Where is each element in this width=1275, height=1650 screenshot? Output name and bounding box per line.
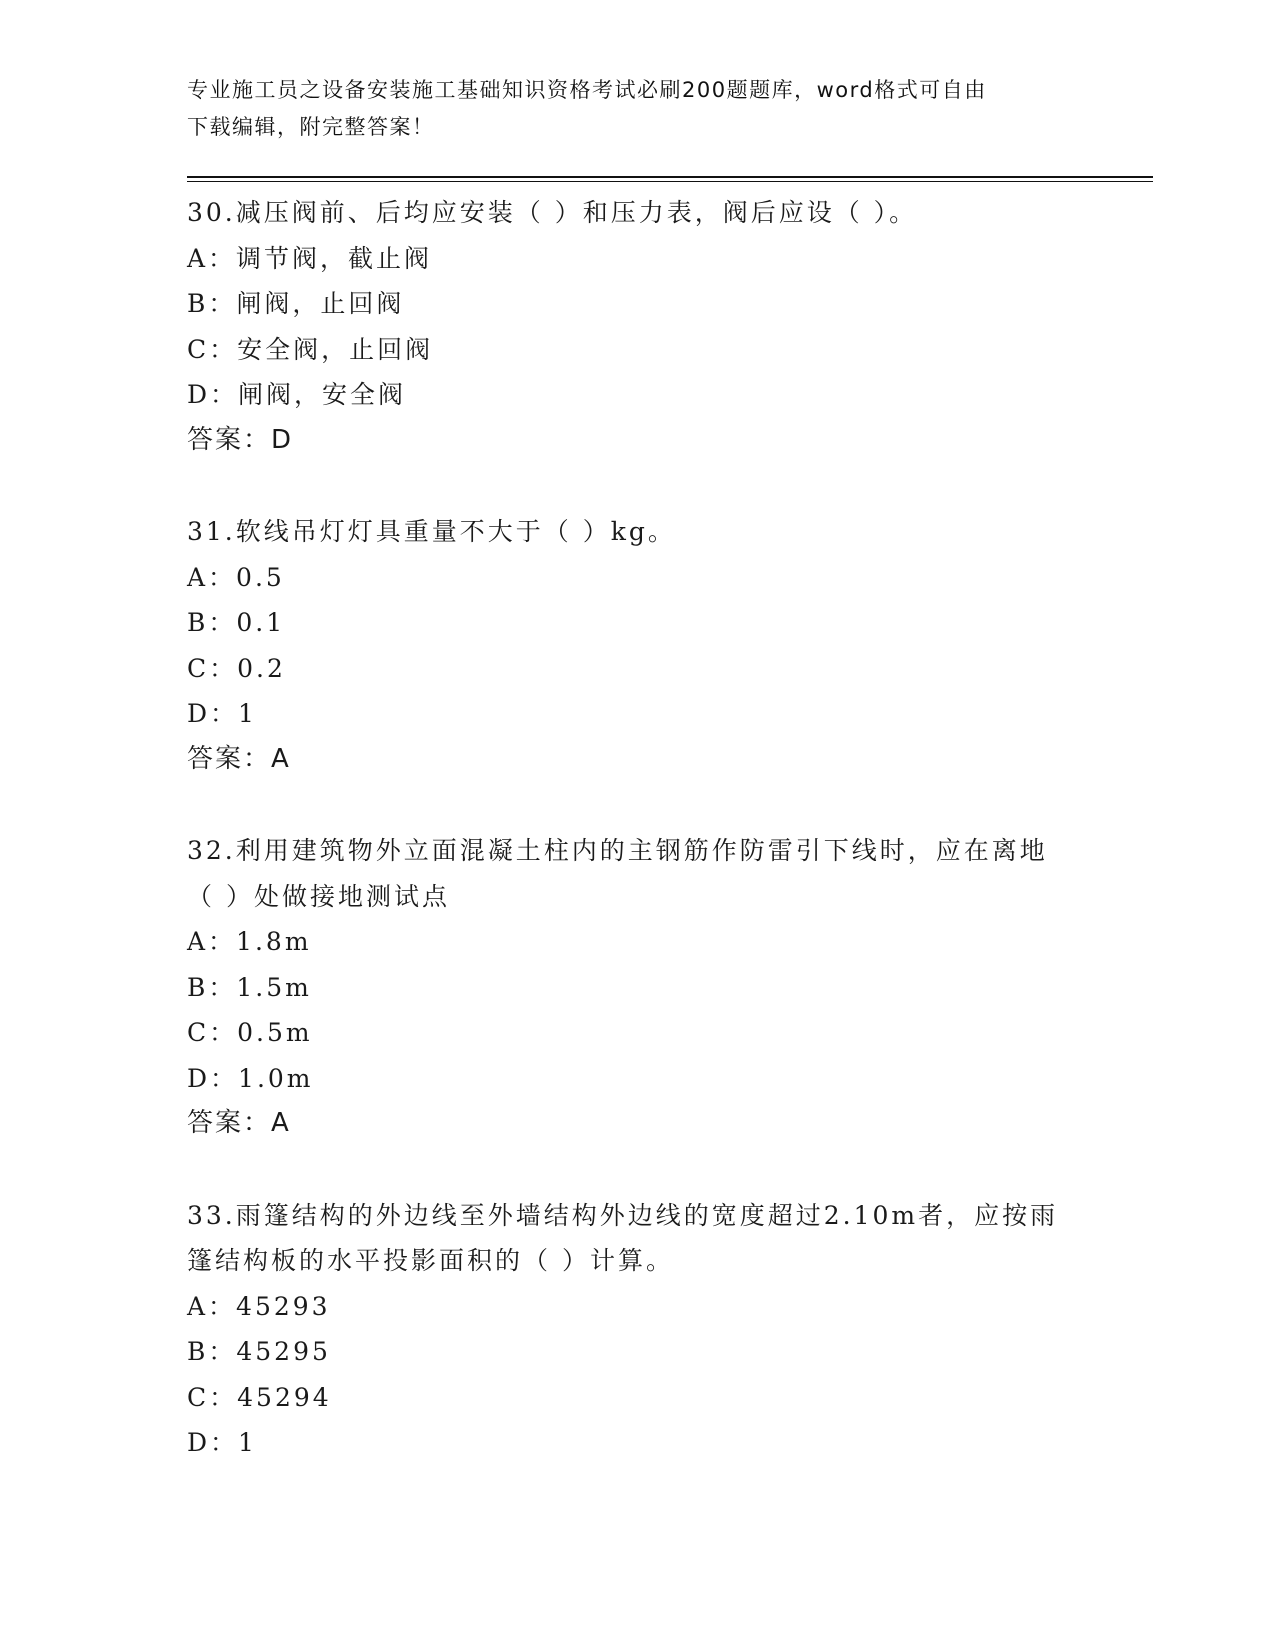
option-b: B：0.1: [187, 608, 286, 637]
header-line-1: 专业施工员之设备安装施工基础知识资格考试必刷200题题库，word格式可自由: [187, 78, 987, 102]
option-c: C：0.2: [187, 653, 286, 683]
question-block: [187, 190, 1087, 463]
question-block: [187, 509, 1087, 782]
question-stem: 30.减压阀前、后均应安装（ ）和压力表，阀后应设（ ）。: [187, 198, 918, 227]
question-block: [187, 1193, 1087, 1466]
question-gap: [187, 463, 1087, 509]
option-b: B：45295: [187, 1337, 331, 1366]
option-d: D：1: [187, 1428, 257, 1457]
option-a: A：1.8m: [187, 927, 312, 956]
option-c: C：0.5m: [187, 1018, 313, 1047]
question-stem-line-2: 篷结构板的水平投影面积的（ ）计算。: [187, 1246, 674, 1275]
header-line-2: 下载编辑，附完整答案！: [187, 115, 435, 139]
question-stem-line-1: 33.雨篷结构的外边线至外墙结构外边线的宽度超过2.10m者，应按雨: [187, 1200, 1059, 1230]
question-gap: [187, 1147, 1087, 1193]
question-block: [187, 828, 1087, 1147]
question-gap: [187, 782, 1087, 828]
header-rule-thick: [187, 176, 1153, 178]
option-a: A：0.5: [187, 562, 285, 592]
option-c: C：45294: [187, 1382, 332, 1412]
question-stem-line-1: 32.利用建筑物外立面混凝土柱内的主钢筋作防雷引下线时，应在离地: [187, 836, 1048, 865]
answer-line: 答案：D: [187, 424, 294, 455]
question-stem-line-2: （ ）处做接地测试点: [187, 881, 450, 911]
option-a: A：45293: [187, 1291, 331, 1321]
option-d: D：1: [187, 699, 257, 728]
option-a: A：调节阀，截止阀: [187, 243, 433, 273]
option-b: B：1.5m: [187, 972, 312, 1002]
option-d: D：闸阀，安全阀: [187, 380, 407, 409]
answer-line: 答案：A: [187, 1108, 291, 1138]
question-stem: 31.软线吊灯灯具重量不大于（ ）kg。: [187, 517, 676, 546]
answer-line: 答案：A: [187, 743, 291, 774]
option-d: D：1.0m: [187, 1063, 314, 1093]
option-c: C：安全阀，止回阀: [187, 334, 434, 364]
option-b: B：闸阀，止回阀: [187, 289, 405, 318]
document-header: [187, 72, 1087, 146]
header-rule-thin: [187, 181, 1153, 182]
question-list: [187, 190, 1087, 1466]
